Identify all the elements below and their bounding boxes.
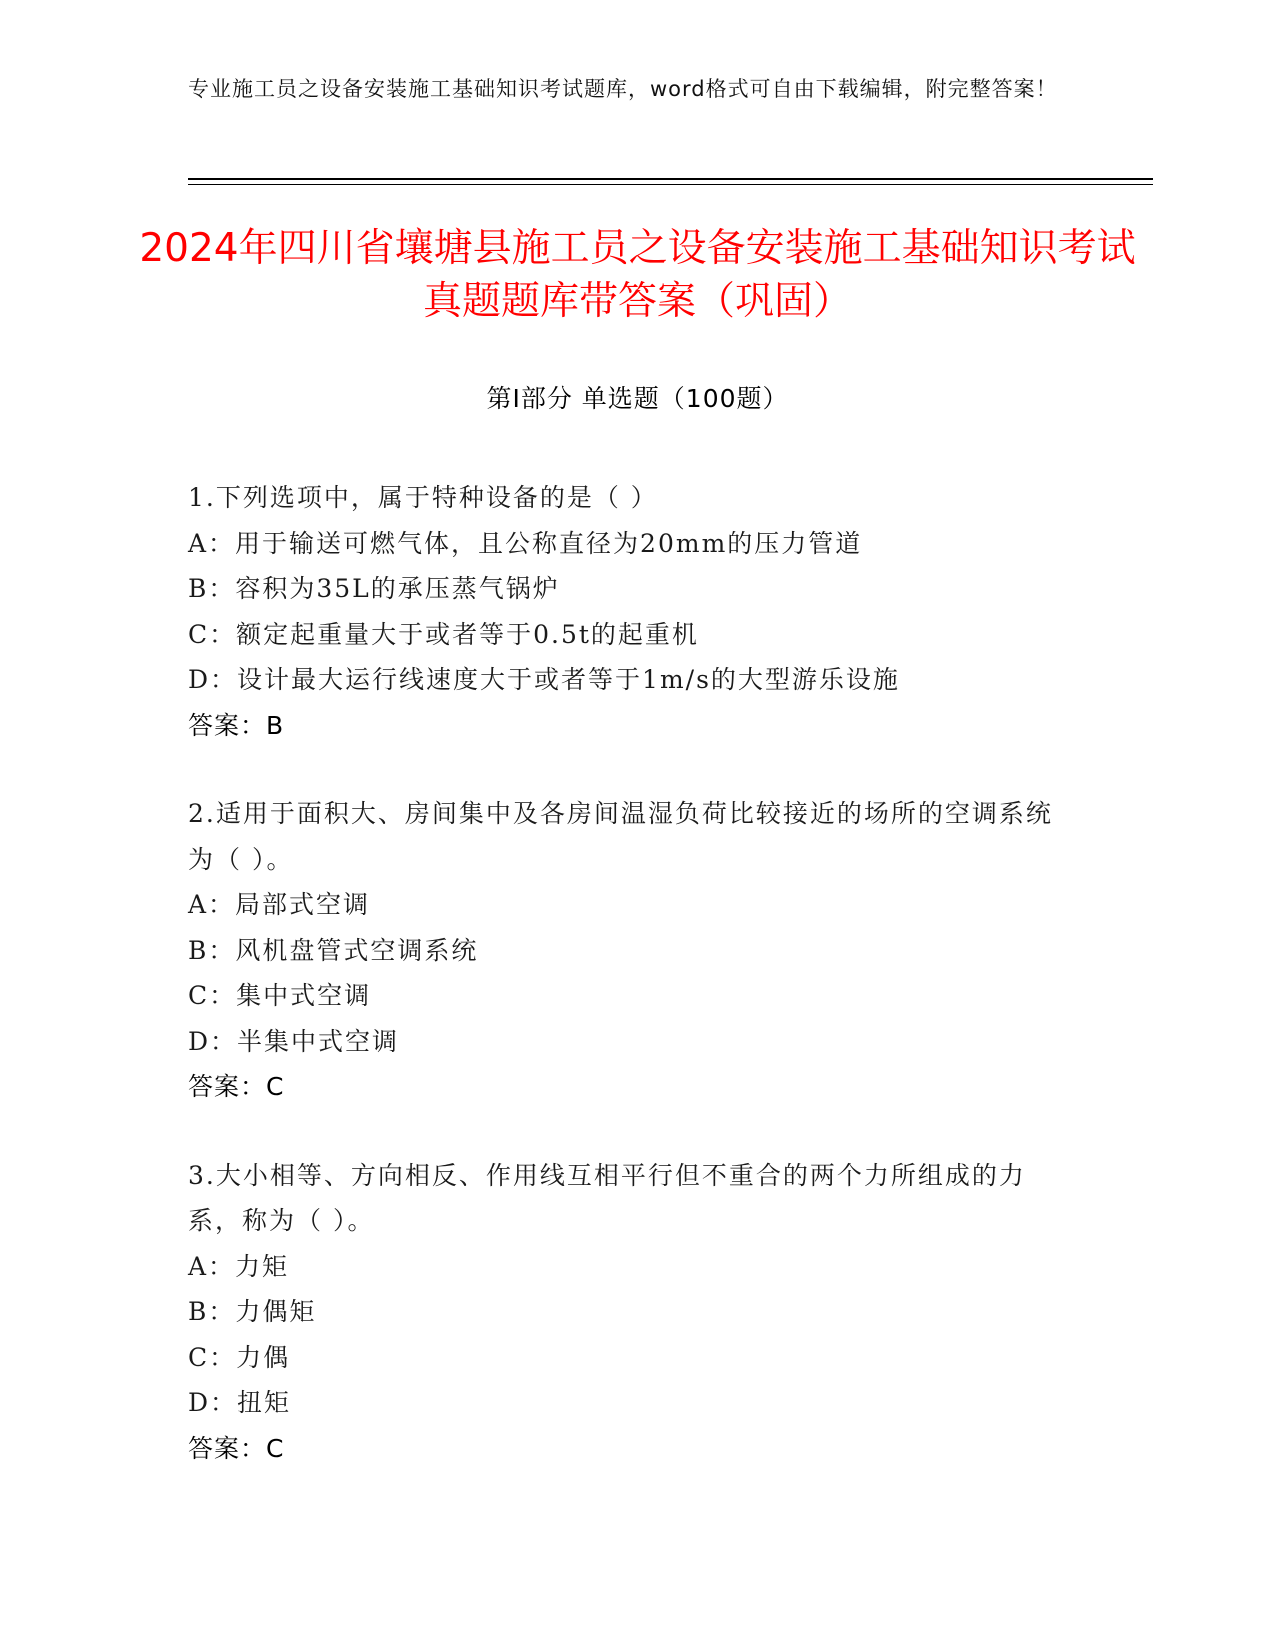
header-divider-thin: [188, 184, 1153, 185]
answer-line: 答案：B: [188, 710, 285, 740]
question-2: [188, 791, 1078, 1110]
option-b: B：风机盘管式空调系统: [188, 935, 479, 965]
option-a: A：力矩: [188, 1251, 290, 1281]
question-stem: 3.大小相等、方向相反、作用线互相平行但不重合的两个力所组成的力系，称为（ ）。: [188, 1160, 1026, 1235]
header-note: 专业施工员之设备安装施工基础知识考试题库，word格式可自由下载编辑，附完整答案！: [188, 77, 1058, 101]
option-b: B：容积为35L的承压蒸气锅炉: [188, 574, 560, 603]
option-d: D：设计最大运行线速度大于或者等于1m/s的大型游乐设施: [188, 665, 900, 694]
question-list: [188, 475, 1078, 1514]
option-c: C：额定起重量大于或者等于0.5t的起重机: [188, 619, 699, 649]
option-a: A：局部式空调: [188, 890, 371, 919]
question-stem: 2.适用于面积大、房间集中及各房间温湿负荷比较接近的场所的空调系统为（ ）。: [188, 799, 1053, 874]
answer-line: 答案：C: [188, 1072, 285, 1101]
option-a: A：用于输送可燃气体，且公称直径为20mm的压力管道: [188, 528, 863, 558]
option-d: D：扭矩: [188, 1388, 292, 1417]
answer-line: 答案：C: [188, 1433, 285, 1463]
option-c: C：集中式空调: [188, 981, 372, 1010]
question-1: [188, 475, 1078, 748]
option-b: B：力偶矩: [188, 1297, 317, 1326]
question-3: [188, 1153, 1078, 1472]
header-divider-thick: [188, 178, 1153, 180]
option-c: C：力偶: [188, 1342, 291, 1372]
option-d: D：半集中式空调: [188, 1026, 400, 1056]
question-stem: 1.下列选项中，属于特种设备的是（ ）: [188, 483, 658, 512]
document-title: 2024年四川省壤塘县施工员之设备安装施工基础知识考试真题题库带答案（巩固）: [139, 226, 1136, 324]
section-title: 第I部分 单选题（100题）: [486, 384, 789, 413]
